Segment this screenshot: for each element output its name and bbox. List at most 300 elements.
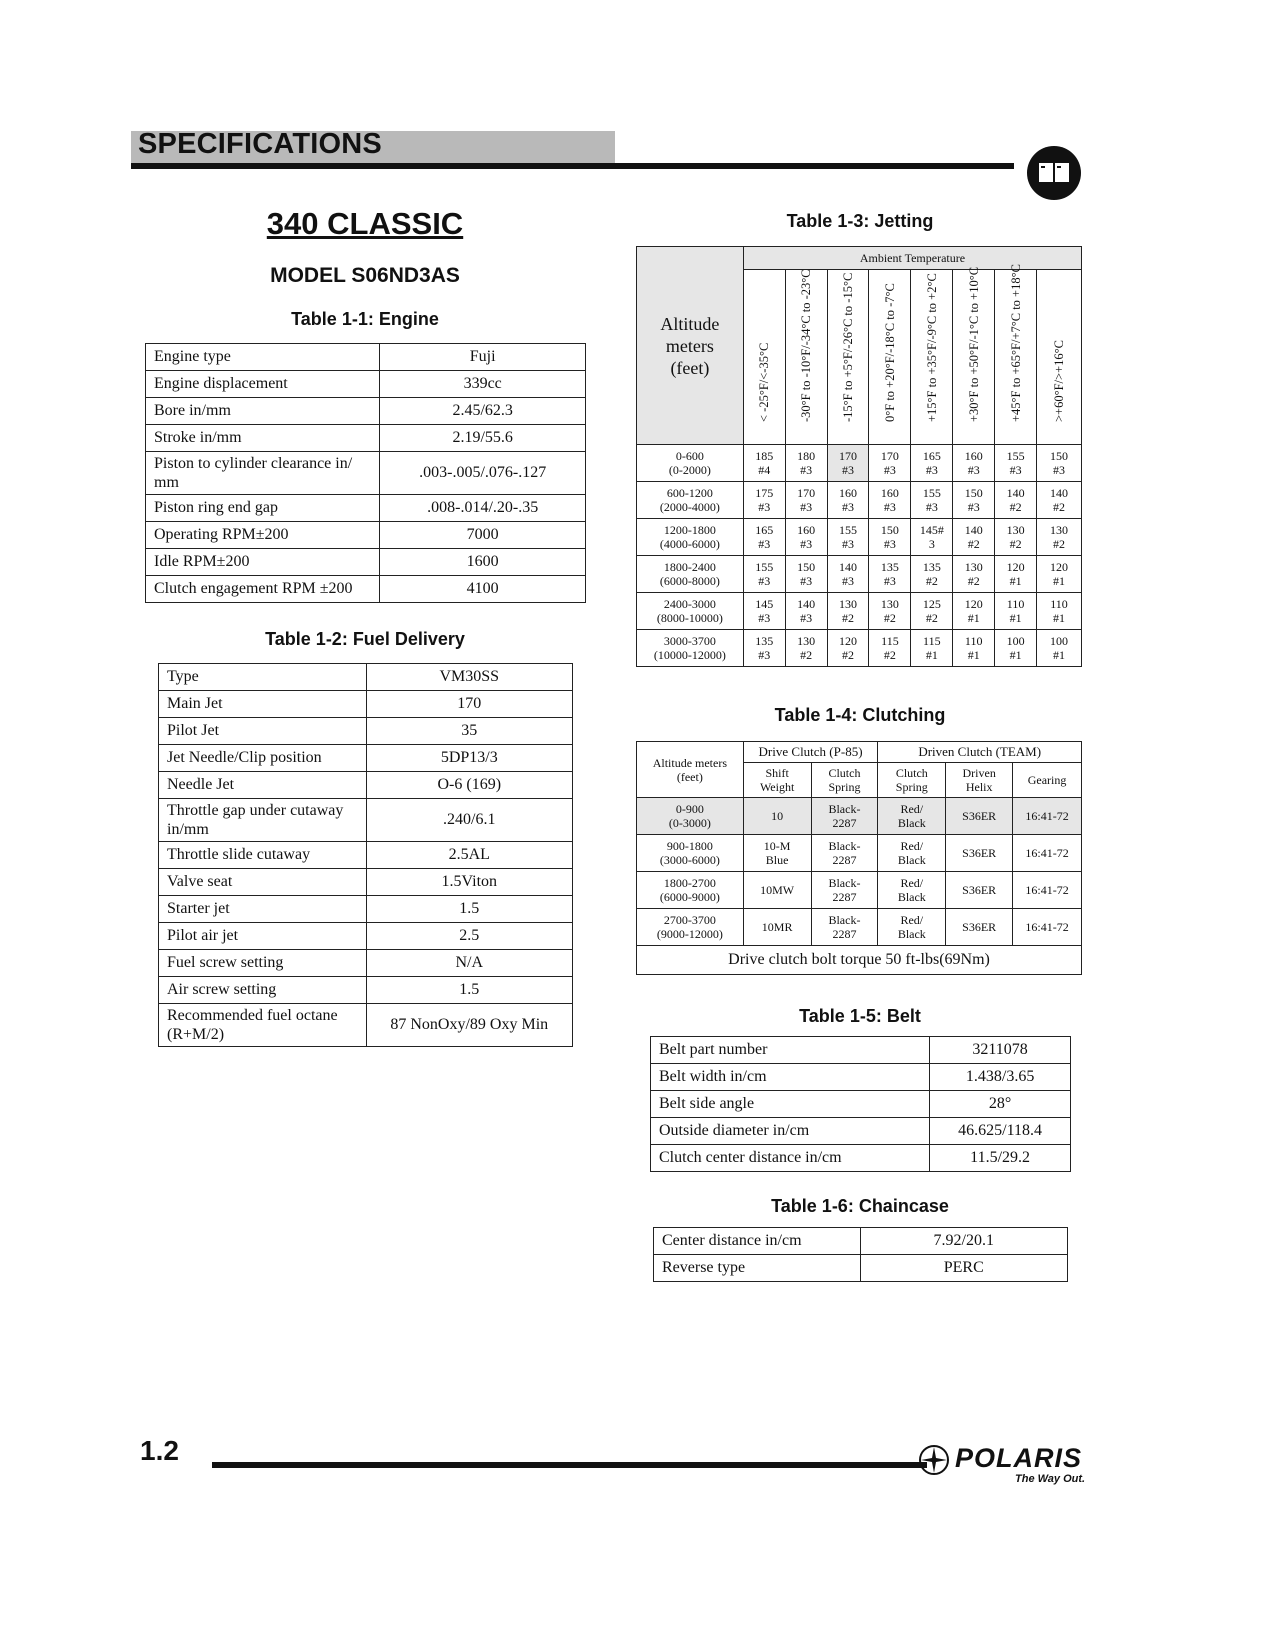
jet-cell — [785, 593, 827, 630]
driven-spring-cell — [878, 909, 946, 946]
clutch-sub-header-line1: Shift — [765, 766, 789, 780]
fuel-value: 35 — [366, 718, 572, 745]
jet-cell — [743, 482, 785, 519]
jetting-table-caption: Table 1-3: Jetting — [786, 211, 934, 231]
engine-row — [146, 371, 586, 398]
main-jet-size: 140 — [1050, 486, 1068, 500]
driven-spring-line2: Black — [897, 927, 926, 941]
main-jet-size: 150 — [964, 486, 983, 500]
altitude-cell — [637, 519, 744, 556]
jet-cell — [911, 482, 953, 519]
needle-clip-position: #3 — [758, 648, 771, 662]
driven-spring-line1: Red/ — [900, 802, 924, 816]
brand-logo — [955, 1443, 1082, 1474]
model-number: MODEL S06ND3AS — [270, 264, 460, 287]
engine-label: Clutch engagement RPM ±200 — [146, 576, 380, 603]
belt-row — [651, 1145, 1071, 1172]
needle-clip-position: #3 — [925, 463, 938, 477]
altitude-feet: (9000-12000) — [656, 927, 723, 941]
altitude-feet: (3000-6000) — [659, 853, 720, 867]
drive-spring-line1: Black- — [828, 876, 861, 890]
temperature-column-header — [827, 270, 869, 445]
needle-clip-position: #4 — [758, 463, 771, 477]
needle-clip-position: #2 — [967, 537, 980, 551]
temperature-range-label: -15°F to +5°F/-26°C to -15°C — [841, 272, 856, 422]
clutching-row — [637, 872, 1082, 909]
main-jet-size: 120 — [1050, 560, 1068, 574]
ambient-temperature-header: Ambient Temperature — [743, 247, 1081, 270]
altitude-cell — [637, 482, 744, 519]
needle-clip-position: #3 — [967, 500, 980, 514]
main-jet-size: 155 — [839, 523, 858, 537]
drive-spring-line2: 2287 — [832, 853, 857, 867]
fuel-row — [159, 799, 573, 842]
altitude-feet: (4000-6000) — [659, 537, 720, 551]
main-jet-size: 140 — [797, 597, 816, 611]
fuel-row — [159, 664, 573, 691]
jet-cell — [785, 482, 827, 519]
jet-cell — [743, 593, 785, 630]
jet-cell — [785, 556, 827, 593]
needle-clip-position: #2 — [842, 611, 855, 625]
clutch-sub-header — [811, 763, 878, 798]
clutch-altitude-header — [637, 742, 744, 798]
temperature-column-header — [743, 270, 785, 445]
needle-clip-position: #2 — [1009, 537, 1022, 551]
jet-cell — [911, 445, 953, 482]
jet-cell — [1037, 556, 1082, 593]
jet-cell — [995, 519, 1037, 556]
main-jet-size: 155 — [1006, 449, 1025, 463]
fuel-delivery-table — [158, 663, 573, 1047]
driven-spring-cell — [878, 835, 946, 872]
main-jet-size: 170 — [839, 449, 858, 463]
engine-value: 7000 — [380, 522, 586, 549]
clutch-sub-header-line1: Driven — [962, 766, 996, 780]
fuel-label: Pilot Jet — [159, 718, 367, 745]
needle-clip-position: #3 — [967, 463, 980, 477]
altitude-cell — [637, 593, 744, 630]
altitude-feet: (2000-4000) — [659, 500, 720, 514]
temperature-range-label: 0°F to +20°F/-18°C to -7°C — [882, 283, 897, 422]
drive-spring-cell — [811, 798, 878, 835]
belt-row — [651, 1037, 1071, 1064]
shift-weight-cell — [743, 798, 811, 835]
needle-clip-position: #3 — [842, 500, 855, 514]
fuel-label: Main Jet — [159, 691, 367, 718]
fuel-row — [159, 772, 573, 799]
jet-cell — [1037, 593, 1082, 630]
driven-spring-line1: Red/ — [900, 913, 924, 927]
fuel-label: Needle Jet — [159, 772, 367, 799]
jet-cell — [953, 630, 995, 667]
drive-spring-line1: Black- — [828, 913, 861, 927]
jet-cell — [1037, 630, 1082, 667]
engine-label: Idle RPM±200 — [146, 549, 380, 576]
altitude-meters: 1800-2700 — [663, 876, 716, 890]
fuel-row — [159, 923, 573, 950]
drive-spring-cell — [811, 835, 878, 872]
needle-clip-position: #2 — [883, 648, 896, 662]
needle-clip-position: #2 — [1009, 500, 1022, 514]
clutching-row — [637, 798, 1082, 835]
fuel-row — [159, 869, 573, 896]
engine-label: Operating RPM±200 — [146, 522, 380, 549]
temperature-column-header — [953, 266, 995, 445]
jet-cell — [1037, 482, 1082, 519]
altitude-feet: (8000-10000) — [656, 611, 723, 625]
clutch-altitude-line1: Altitude meters — [652, 755, 728, 770]
jet-cell — [869, 445, 911, 482]
altitude-meters: 1800-2400 — [663, 560, 716, 574]
fuel-label: Valve seat — [159, 869, 367, 896]
fuel-label: Fuel screw setting — [159, 950, 367, 977]
driven-spring-line2: Black — [897, 816, 926, 830]
fuel-row — [159, 1004, 573, 1047]
main-jet-size: 120 — [839, 634, 858, 648]
fuel-row — [159, 950, 573, 977]
needle-clip-position: #3 — [842, 537, 855, 551]
gearing-cell: 16:41-72 — [1013, 872, 1082, 909]
needle-clip-position: #3 — [883, 463, 896, 477]
gearing-cell: 16:41-72 — [1013, 835, 1082, 872]
driven-helix-cell: S36ER — [946, 835, 1013, 872]
chaincase-row — [654, 1228, 1068, 1255]
needle-clip-position: #3 — [758, 574, 771, 588]
drive-spring-line2: 2287 — [832, 816, 857, 830]
jet-cell — [827, 593, 869, 630]
jetting-row — [637, 482, 1082, 519]
main-jet-size: 175 — [755, 486, 774, 500]
main-jet-size: 170 — [880, 449, 899, 463]
engine-row — [146, 425, 586, 452]
engine-row — [146, 452, 586, 495]
main-jet-size: 155 — [922, 486, 941, 500]
section-title: SPECIFICATIONS — [138, 128, 382, 160]
main-jet-size: 165 — [755, 523, 774, 537]
temperature-column-header — [995, 264, 1037, 445]
main-jet-size: 155 — [755, 560, 774, 574]
fuel-label: Pilot air jet — [159, 923, 367, 950]
jet-cell — [1037, 445, 1082, 482]
clutch-sub-header — [1013, 763, 1082, 798]
main-jet-size: 145 — [755, 597, 774, 611]
engine-label: Stroke in/mm — [146, 425, 380, 452]
temperature-column-header — [785, 270, 827, 445]
needle-clip-position: #1 — [1009, 574, 1022, 588]
main-jet-size: 115 — [881, 634, 899, 648]
altitude-feet: (10000-12000) — [653, 648, 726, 662]
jet-cell — [911, 519, 953, 556]
jet-cell — [785, 519, 827, 556]
clutch-altitude-cell — [637, 909, 744, 946]
altitude-header-label: Altitude meters (feet) — [660, 313, 720, 378]
jet-cell — [827, 519, 869, 556]
header-rule — [131, 163, 1014, 169]
chaincase-row — [654, 1255, 1068, 1282]
fuel-row — [159, 691, 573, 718]
altitude-meters: 2700-3700 — [663, 913, 716, 927]
jet-cell — [869, 593, 911, 630]
main-jet-size: 160 — [839, 486, 858, 500]
jet-cell — [869, 482, 911, 519]
main-jet-size: 140 — [1006, 486, 1025, 500]
main-jet-size: 130 — [797, 634, 816, 648]
fuel-label: Air screw setting — [159, 977, 367, 1004]
jet-cell — [995, 593, 1037, 630]
main-jet-size: 165 — [922, 449, 941, 463]
belt-value: 3211078 — [930, 1037, 1071, 1064]
shift-weight-cell — [743, 872, 811, 909]
brand-tagline: The Way Out. — [1015, 1473, 1086, 1485]
altitude-feet: (0-2000) — [668, 463, 711, 477]
altitude-cell — [637, 556, 744, 593]
fuel-row — [159, 896, 573, 923]
driven-spring-line1: Red/ — [900, 876, 924, 890]
jet-cell — [911, 593, 953, 630]
needle-clip-position: #1 — [967, 611, 980, 625]
clutch-sub-header-line1: Clutch — [828, 766, 861, 780]
jetting-table — [636, 246, 1082, 667]
engine-value: 339cc — [380, 371, 586, 398]
driven-spring-cell — [878, 798, 946, 835]
jet-cell — [785, 630, 827, 667]
needle-clip-position: #1 — [1053, 648, 1065, 662]
main-jet-size: 130 — [839, 597, 858, 611]
shift-weight-cell — [743, 909, 811, 946]
needle-clip-position: #2 — [800, 648, 813, 662]
drive-spring-line1: Black- — [828, 802, 861, 816]
temperature-range-label: +45°F to +65°F/+7°C to +18°C — [1008, 264, 1023, 422]
needle-clip-position: #3 — [925, 500, 938, 514]
fuel-value: 5DP13/3 — [366, 745, 572, 772]
needle-clip-position: #3 — [800, 574, 813, 588]
engine-label: Engine type — [146, 344, 380, 371]
clutch-sub-header-line2: Helix — [965, 780, 993, 794]
clutch-sub-header — [743, 763, 811, 798]
drive-spring-cell — [811, 909, 878, 946]
temperature-range-label: >+60°F/>+16°C — [1052, 340, 1066, 422]
needle-clip-position: #3 — [800, 611, 813, 625]
main-jet-size: 150 — [797, 560, 816, 574]
needle-clip-position: #1 — [1053, 574, 1065, 588]
needle-clip-position: #3 — [758, 500, 771, 514]
temperature-range-label: < -25°F/<-35°C — [757, 342, 772, 422]
fuel-value: N/A — [366, 950, 572, 977]
main-jet-size: 110 — [1006, 597, 1025, 611]
fuel-value: 170 — [366, 691, 572, 718]
jet-cell — [911, 556, 953, 593]
clutch-sub-header-line2: Weight — [759, 780, 795, 794]
main-jet-size: 125 — [922, 597, 941, 611]
main-jet-size: 110 — [964, 634, 983, 648]
altitude-meters: 1200-1800 — [663, 523, 716, 537]
main-jet-size: 130 — [964, 560, 983, 574]
belt-row — [651, 1118, 1071, 1145]
temperature-column-header — [911, 270, 953, 445]
altitude-meters: 0-600 — [675, 449, 704, 463]
manual-book-icon — [1027, 146, 1081, 200]
shift-weight-line1: 10MW — [760, 883, 795, 897]
altitude-meters: 0-900 — [675, 802, 704, 816]
clutch-altitude-cell — [637, 835, 744, 872]
clutch-sub-header-line1: Gearing — [1027, 773, 1067, 787]
main-jet-size: 145# — [919, 523, 944, 537]
model-title: 340 CLASSIC — [266, 206, 464, 241]
temperature-range-label: -30°F to -10°F/-34°C to -23°C — [799, 269, 814, 422]
needle-clip-position: #1 — [1009, 611, 1022, 625]
main-jet-size: 185 — [755, 449, 774, 463]
clutch-sub-header — [878, 763, 946, 798]
needle-clip-position: #3 — [842, 463, 855, 477]
main-jet-size: 140 — [839, 560, 858, 574]
fuel-value: 2.5AL — [366, 842, 572, 869]
needle-clip-position: #2 — [1053, 537, 1065, 551]
belt-table-caption: Table 1-5: Belt — [799, 1006, 921, 1026]
driven-spring-cell — [878, 872, 946, 909]
jet-cell — [785, 445, 827, 482]
engine-row — [146, 576, 586, 603]
jet-cell — [827, 445, 869, 482]
needle-clip-position: #3 — [758, 537, 771, 551]
clutch-altitude-line2: (feet) — [676, 769, 703, 784]
shift-weight-cell — [743, 835, 811, 872]
jet-cell — [995, 630, 1037, 667]
main-jet-size: 110 — [1050, 597, 1068, 611]
engine-label: Piston to cylinder clearance in/ mm — [146, 452, 380, 495]
page-number: 1.2 — [140, 1435, 179, 1466]
needle-clip-position: 3 — [928, 537, 935, 551]
belt-value: 46.625/118.4 — [930, 1118, 1071, 1145]
main-jet-size: 130 — [1050, 523, 1068, 537]
engine-value: 1600 — [380, 549, 586, 576]
shift-weight-line1: 10-M — [763, 839, 791, 853]
jet-cell — [953, 445, 995, 482]
fuel-value: 1.5 — [366, 977, 572, 1004]
belt-row — [651, 1064, 1071, 1091]
brand-name: POLARIS — [955, 1443, 1083, 1473]
main-jet-size: 120 — [1006, 560, 1025, 574]
belt-label: Belt part number — [651, 1037, 930, 1064]
fuel-value: 87 NonOxy/89 Oxy Min — [366, 1004, 572, 1047]
belt-label: Clutch center distance in/cm — [651, 1145, 930, 1172]
needle-clip-position: #2 — [925, 574, 938, 588]
engine-value: 2.19/55.6 — [380, 425, 586, 452]
jet-cell — [743, 445, 785, 482]
driven-helix-cell: S36ER — [946, 909, 1013, 946]
main-jet-size: 135 — [880, 560, 899, 574]
jet-cell — [743, 556, 785, 593]
fuel-row — [159, 745, 573, 772]
fuel-label: Throttle slide cutaway — [159, 842, 367, 869]
drive-clutch-header: Drive Clutch (P-85) — [743, 742, 878, 763]
needle-clip-position: #2 — [1053, 500, 1065, 514]
altitude-cell — [637, 630, 744, 667]
needle-clip-position: #1 — [1009, 648, 1022, 662]
driven-spring-line1: Red/ — [900, 839, 924, 853]
needle-clip-position: #1 — [925, 648, 938, 662]
fuel-value: VM30SS — [366, 664, 572, 691]
fuel-label: Recommended fuel octane (R+M/2) — [159, 1004, 367, 1047]
jetting-row — [637, 593, 1082, 630]
jet-cell — [869, 630, 911, 667]
altitude-feet: (6000-9000) — [659, 890, 720, 904]
clutching-row — [637, 835, 1082, 872]
needle-clip-position: #3 — [883, 537, 896, 551]
altitude-header — [637, 247, 744, 445]
belt-table — [650, 1036, 1071, 1172]
fuel-label: Type — [159, 664, 367, 691]
needle-clip-position: #3 — [883, 574, 896, 588]
clutching-row — [637, 909, 1082, 946]
altitude-meters: 3000-3700 — [663, 634, 716, 648]
jet-cell — [743, 519, 785, 556]
engine-row — [146, 522, 586, 549]
temperature-range-label: +30°F to +50°F/-1°C to +10°C — [966, 266, 981, 422]
clutch-altitude-cell — [637, 872, 744, 909]
needle-clip-position: #3 — [883, 500, 896, 514]
jetting-row — [637, 445, 1082, 482]
clutching-table — [636, 741, 1082, 975]
jet-cell — [995, 445, 1037, 482]
main-jet-size: 150 — [880, 523, 899, 537]
chaincase-value: 7.92/20.1 — [860, 1228, 1068, 1255]
engine-table-caption: Table 1-1: Engine — [291, 309, 439, 329]
main-jet-size: 160 — [880, 486, 899, 500]
needle-clip-position: #3 — [1009, 463, 1022, 477]
driven-helix-cell: S36ER — [946, 872, 1013, 909]
jet-cell — [827, 556, 869, 593]
fuel-label: Jet Needle/Clip position — [159, 745, 367, 772]
fuel-row — [159, 718, 573, 745]
drive-spring-line1: Black- — [828, 839, 861, 853]
fuel-table-caption: Table 1-2: Fuel Delivery — [265, 629, 465, 649]
engine-value: .008-.014/.20-.35 — [380, 495, 586, 522]
main-jet-size: 115 — [923, 634, 941, 648]
engine-value: Fuji — [380, 344, 586, 371]
driven-clutch-header: Driven Clutch (TEAM) — [878, 742, 1082, 763]
footer-rule — [212, 1462, 927, 1468]
jet-cell — [827, 630, 869, 667]
fuel-value: .240/6.1 — [366, 799, 572, 842]
main-jet-size: 180 — [797, 449, 816, 463]
clutching-table-caption: Table 1-4: Clutching — [774, 705, 946, 725]
shift-weight-line2: Blue — [765, 853, 789, 867]
shift-weight-line1: 10 — [771, 809, 784, 823]
drive-spring-line2: 2287 — [832, 890, 857, 904]
clutch-sub-header-line2: Spring — [828, 780, 861, 794]
main-jet-size: 160 — [964, 449, 983, 463]
temperature-column-header — [869, 270, 911, 445]
belt-row — [651, 1091, 1071, 1118]
driven-spring-line2: Black — [897, 890, 926, 904]
engine-label: Bore in/mm — [146, 398, 380, 425]
engine-value: .003-.005/.076-.127 — [380, 452, 586, 495]
driven-helix-cell: S36ER — [946, 798, 1013, 835]
drive-spring-cell — [811, 872, 878, 909]
altitude-feet: (0-3000) — [668, 816, 711, 830]
fuel-value: 2.5 — [366, 923, 572, 950]
needle-clip-position: #3 — [1053, 463, 1065, 477]
chaincase-table — [653, 1227, 1068, 1282]
polaris-star-icon — [918, 1444, 950, 1476]
jet-cell — [953, 482, 995, 519]
temperature-range-label: +15°F to +35°F/-9°C to +2°C — [924, 273, 939, 422]
needle-clip-position: #1 — [1053, 611, 1065, 625]
altitude-meters: 900-1800 — [666, 839, 713, 853]
main-jet-size: 130 — [880, 597, 899, 611]
main-jet-size: 135 — [755, 634, 774, 648]
